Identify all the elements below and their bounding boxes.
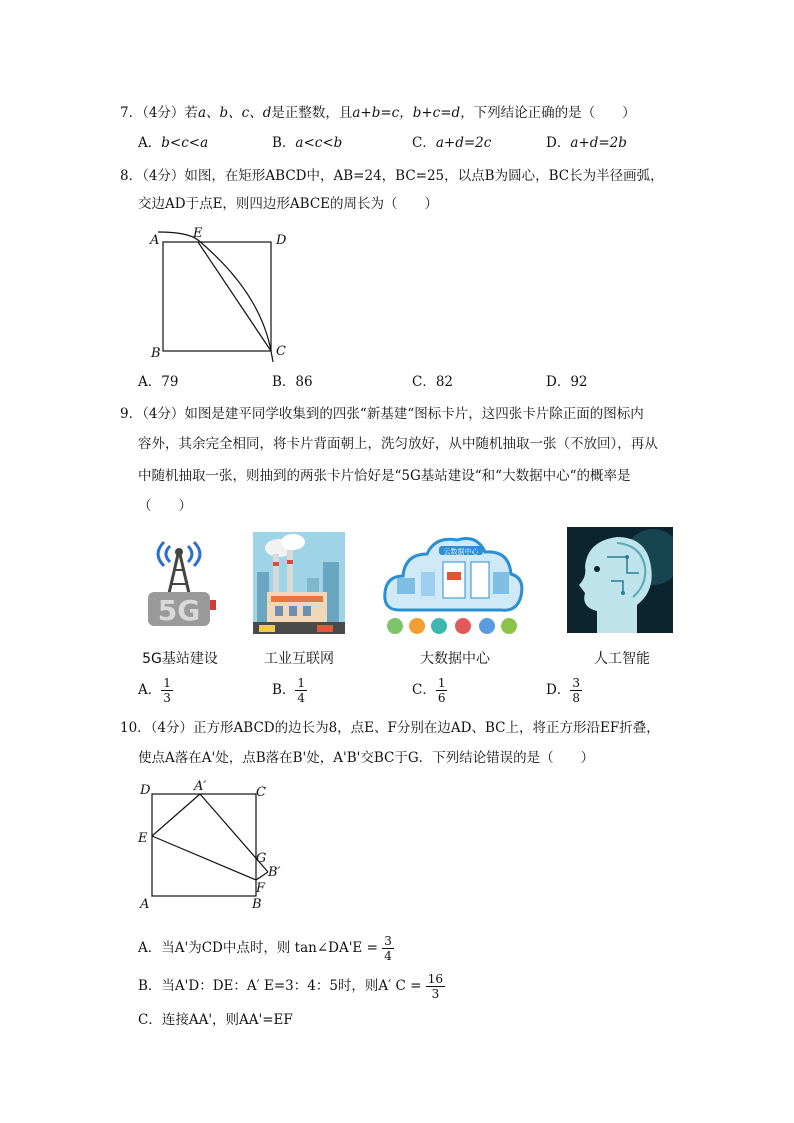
q8-stem-line2: 交边AD于点E，则四边形ABCE的周长为（ ） — [138, 196, 439, 212]
q7-stem — [120, 103, 636, 123]
cloud-data-icon — [381, 528, 525, 638]
label-a-prime: A′ — [194, 779, 207, 794]
card-caption-factory: 工业互联网 — [264, 651, 334, 667]
q9-option-c[interactable]: C． $\frac{1}{6}$ — [412, 676, 446, 705]
q10-option-a[interactable]: A．当A'为CD中点时，则 tan∠DA'E = $\frac{3}{4}$ — [138, 934, 392, 963]
card-caption-5g: 5G基站建设 — [142, 651, 218, 667]
label-c: C — [276, 344, 286, 359]
q7-stem-part: 7．（4分）若 — [120, 105, 198, 121]
card-caption-ai: 人工智能 — [594, 651, 650, 667]
q10-option-c[interactable]: C．连接AA'，则AA'=EF — [138, 1012, 293, 1028]
label-c: C — [256, 785, 266, 800]
q10-option-b[interactable]: B．当A'D：DE：A′ E=3：4：5时，则A′ C = $\frac{16}{3}$ — [138, 972, 444, 1001]
q8-figure — [140, 222, 300, 367]
segment-ef — [152, 836, 256, 880]
label-b-prime: B′ — [268, 865, 281, 880]
q9-option-a[interactable]: A． $\frac{1}{3}$ — [138, 676, 171, 705]
q10-stem-line2: 使点A落在A'处，点B落在B'处，A'B'交BC于G．下列结论错误的是（ ） — [138, 750, 595, 766]
q8-option-d[interactable]: D．92 — [546, 374, 588, 390]
label-f: F — [256, 881, 266, 896]
segment-ea1 — [152, 794, 200, 836]
q8-option-a[interactable]: A．79 — [138, 374, 179, 390]
q9-option-d[interactable]: D． $\frac{3}{8}$ — [546, 676, 580, 705]
q7-option-b[interactable]: B．a<c<b — [272, 135, 343, 151]
q9-stem-line3: 中随机抽取一张，则抽到的两张卡片恰好是“5G基站建设“和“大数据中心“的概率是 — [138, 468, 631, 484]
arc-from-b — [158, 232, 273, 362]
factory-icon — [253, 532, 345, 634]
label-g: G — [256, 851, 267, 866]
q8-option-b[interactable]: B．86 — [272, 374, 313, 390]
q7-vars: a、b、c、d — [197, 105, 272, 121]
q9-stem-line4: （ ） — [138, 498, 192, 514]
q9-stem-line1: 9．（4分）如图是建平同学收集到的四张“新基建“图标卡片，这四张卡片除正面的图标内 — [120, 406, 644, 422]
q7-equations: a+b=c，b+c=d — [352, 105, 461, 121]
label-a: A — [150, 233, 160, 248]
rectangle-abcd — [163, 242, 271, 351]
q7-option-d[interactable]: D．a+d=2b — [546, 135, 627, 151]
segment-ec — [198, 242, 271, 351]
label-d: D — [276, 233, 287, 248]
svg-text:5G: 5G — [157, 594, 201, 627]
q10-stem-line1: 10．（4分）正方形ABCD的边长为8，点E、F分别在边AD、BC上，将正方形沿EF折叠， — [120, 720, 660, 736]
label-b: B — [252, 897, 262, 910]
label-b: B — [151, 346, 161, 361]
label-a: A — [140, 897, 150, 910]
q10-figure — [130, 776, 300, 910]
label-e: E — [193, 226, 203, 241]
q8-option-c[interactable]: C．82 — [412, 374, 454, 390]
q8-stem-line1: 8．（4分）如图，在矩形ABCD中，AB=24，BC=25，以点B为圆心，BC长为半径画弧， — [120, 168, 664, 184]
label-e: E — [138, 831, 148, 846]
card-caption-bigdata: 大数据中心 — [420, 651, 490, 667]
ai-head-icon — [567, 527, 673, 633]
q7-option-c[interactable]: C．a+d=2c — [412, 135, 492, 151]
q7-option-a[interactable]: A．b<c<a — [138, 135, 209, 151]
svg-text:云数据中心: 云数据中心 — [443, 548, 479, 556]
q7-stem-part: 是正整数，且 — [271, 105, 353, 121]
square-abcd — [152, 794, 256, 896]
segment-fb1 — [256, 872, 268, 880]
q9-stem-line2: 容外，其余完全相同，将卡片背面朝上，洗匀放好，从中随机抽取一张（不放回），再从 — [138, 436, 658, 452]
label-d: D — [140, 783, 151, 798]
q7-stem-part: ，下列结论正确的是（ ） — [460, 105, 636, 121]
5g-tower-icon — [140, 532, 218, 632]
q9-option-b[interactable]: B． $\frac{1}{4}$ — [272, 676, 306, 705]
